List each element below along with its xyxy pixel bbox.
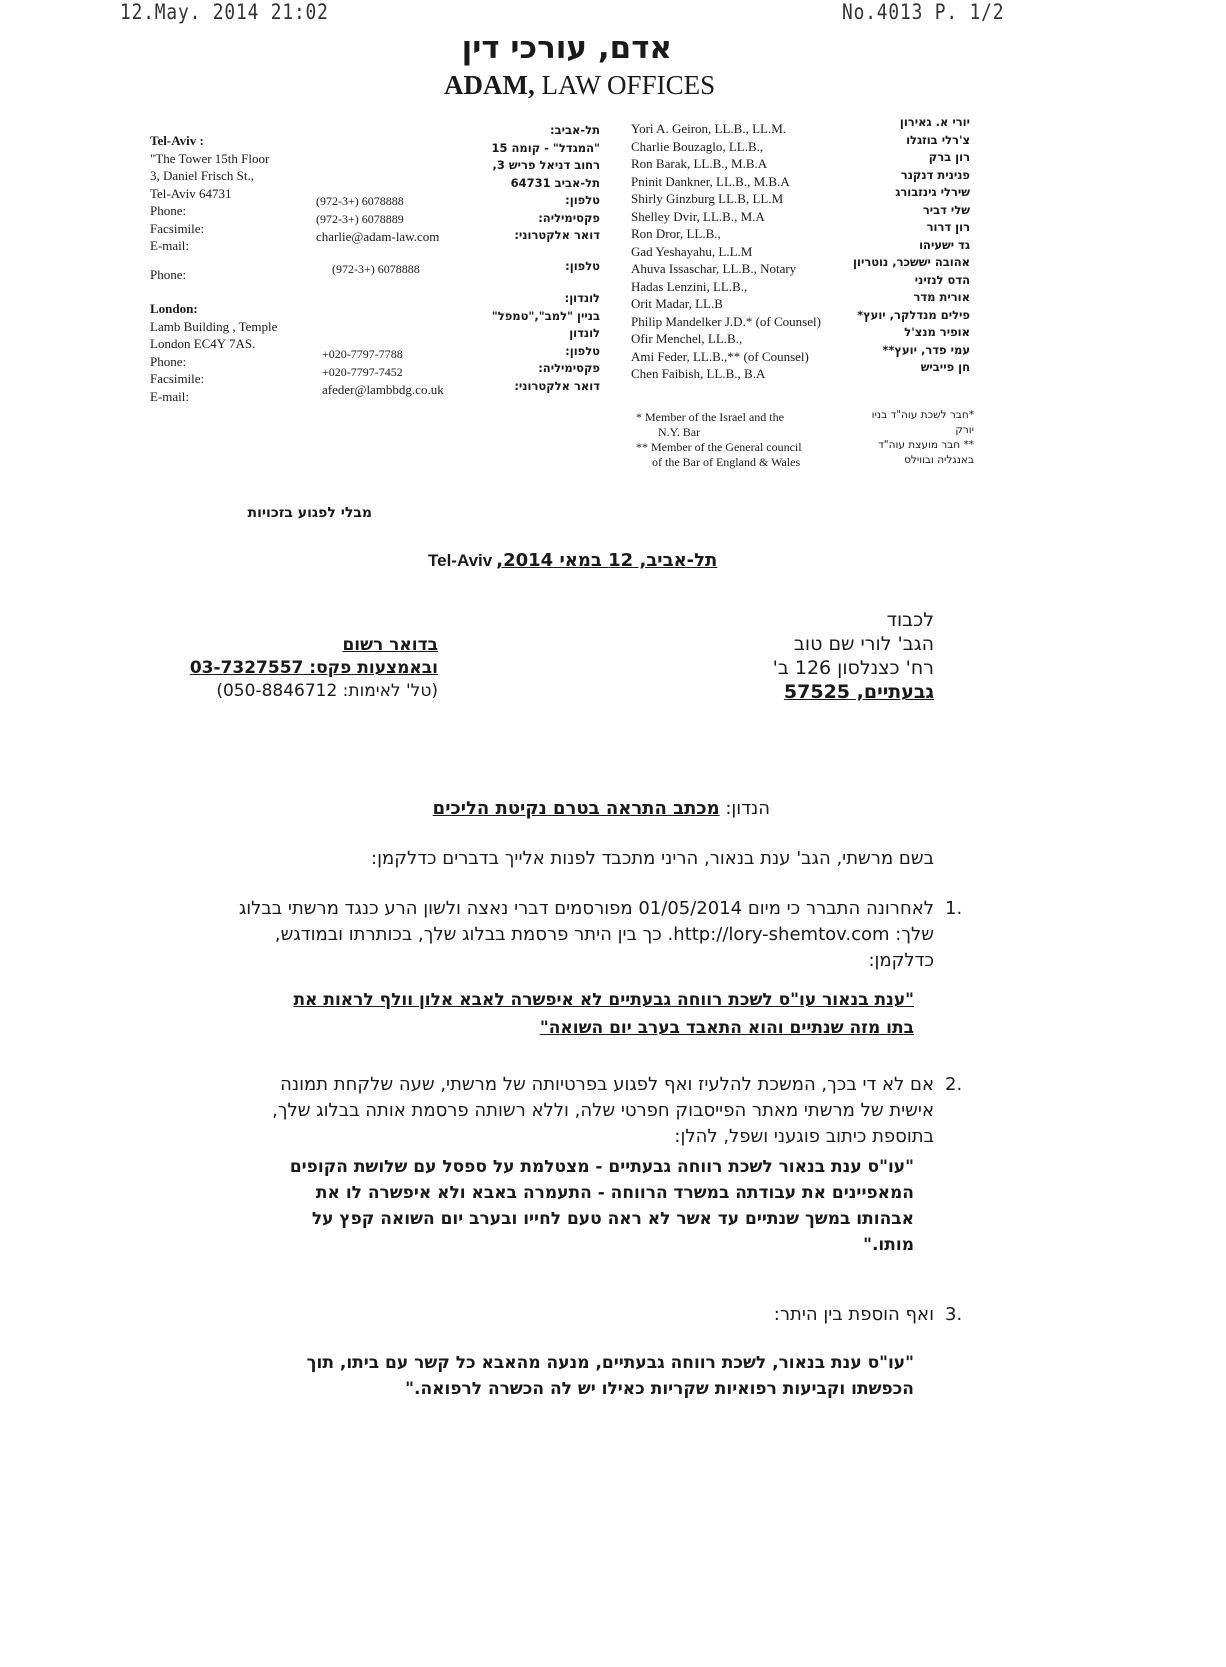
office-line: 3, Daniel Frisch St., [150, 168, 254, 183]
paragraph-line: ואף הוספת בין היתר: [773, 1304, 934, 1325]
paragraph-line: כדלקמן: [868, 950, 934, 971]
quote-3 [230, 1350, 914, 1402]
lawyer-name: Ron Dror, LL.B., [631, 226, 721, 241]
office-line: Phone: [150, 203, 187, 218]
lawyer-name: Shirly Ginzburg LL.B, LL.M [631, 191, 784, 206]
without-prejudice: מבלי לפגוע בזכויות [247, 505, 372, 521]
office-line: Facsimile: [150, 220, 205, 236]
subject-line [380, 798, 770, 819]
lawyer-name: אופיר מנצ'ל [904, 325, 970, 339]
quote-1 [230, 986, 914, 1042]
paragraph-3 [600, 1302, 934, 1328]
paragraph-line: שלך: http://lory-shemtov.com. כך בין היתר פרסמת בבלוג שלך, בכותרתו ובמודגש, [274, 924, 934, 945]
lawyer-name: רון ברק [928, 150, 970, 164]
paragraph-line: בתוספת כיתוב פוגעני ושפל, להלן: [674, 1126, 934, 1147]
office-london-en [150, 300, 277, 405]
quote-line: המאפיינים את עבודתה במשרד הרווחה - התעמרה באבא ולא איפשרה לו את [315, 1183, 914, 1203]
fax-timestamp: 12.May. 2014 21:02 [120, 0, 329, 24]
footnote-line: of the Bar of England & Wales [652, 455, 801, 469]
lawyer-name: Ami Feder, LL.B.,** (of Counsel) [631, 348, 809, 364]
lawyer-name: Hadas Lenzini, LL.B., [631, 278, 748, 294]
paragraph-line: אם לא די בכך, המשכת להלעיז ואף לפגוע בפרטיותה של מרשתי, שעה שלקחת תמונה [280, 1074, 934, 1095]
recipient-city: גבעתיים, 57525 [783, 681, 934, 703]
office-tel-aviv-en [150, 132, 269, 255]
recipient-block [760, 608, 934, 704]
lawyer-name: חן פייביש [920, 360, 970, 374]
fax-page-number: No.4013 P. 1/2 [842, 0, 1005, 24]
office-line: בניין "למב","טמפל" [491, 308, 600, 323]
firm-name-hebrew: אדם, עורכי דין [461, 30, 672, 66]
lawyer-name: Ron Barak, LL.B., M.B.A [631, 156, 768, 171]
lawyer-name: פנינית דנקנר [900, 167, 970, 182]
footnote-line: ** Member of the General council [636, 440, 802, 454]
phone-label-en: Phone: [150, 267, 187, 282]
office-line: טלפון: [565, 343, 600, 358]
lawyer-name: Orit Madar, LL.B [631, 296, 723, 311]
office-line: Tel-Aviv : [150, 133, 204, 148]
paragraph-2 [180, 1072, 934, 1150]
lawyer-name: רון דרור [926, 220, 970, 234]
lawyer-name: עמי פדר, יועץ** [882, 342, 970, 357]
office-line: לונדון [569, 326, 600, 340]
footnote-line: באנגליה ובווילס [904, 454, 974, 466]
letter-date [428, 550, 717, 571]
subject-label: הנדון: [725, 798, 770, 819]
office-line: דואר אלקטרוני: [514, 378, 600, 393]
delivery-registered-mail: בדואר רשום [342, 635, 438, 655]
contact-fax: (972-3+) 6078889 [316, 211, 404, 226]
contact-phone: (972-3+) 6078888 [316, 194, 404, 208]
paragraph-3-number: 3. [945, 1304, 963, 1325]
office-line: Phone: [150, 353, 187, 369]
lawyer-name: Shelley Dvir, LL.B., M.A [631, 208, 765, 224]
footnote-line: יורק [955, 424, 974, 436]
contact-email: afeder@lambbdg.co.uk [322, 382, 444, 397]
recipient-line: לכבוד [886, 609, 934, 631]
lawyer-name: Chen Faibish, LL.B., B.A [631, 366, 766, 381]
office-line: Lamb Building , Temple [150, 318, 278, 334]
footnote-line: N.Y. Bar [658, 425, 701, 439]
lawyer-name: שלי דביר [922, 202, 970, 217]
contacts-tel-aviv [316, 193, 439, 246]
office-line: E-mail: [150, 388, 189, 404]
date-hebrew: תל-אביב, 12 במאי 2014, [496, 550, 718, 571]
lawyer-name: Pninit Dankner, LL.B., M.B.A [631, 173, 790, 189]
contact-fax: +020-7797-7452 [322, 364, 403, 379]
quote-line: "ענת בנאור עו"ס לשכת רווחה גבעתיים לא איפשרה לאבא אלון וולף לראות את [293, 990, 914, 1010]
office-line: פקסימיליה: [538, 361, 600, 375]
paragraph-2-number: 2. [945, 1074, 963, 1095]
firm-name-english-rest: LAW OFFICES [534, 70, 716, 100]
lawyer-name: Yori A. Geiron, LL.B., LL.M. [631, 121, 787, 136]
office-line: London EC4Y 7AS. [150, 336, 256, 351]
phone-label-he: טלפון: [565, 259, 600, 273]
office-line: פקסימיליה: [538, 210, 600, 225]
lawyer-name: אהובה יששכר, נוטריון [853, 255, 970, 269]
firm-name-english [444, 70, 715, 101]
office-line: "המגדל" - קומה 15 [491, 140, 600, 155]
office-line: תל-אביב: [550, 123, 600, 137]
lawyer-name: Ahuva Issaschar, LL.B., Notary [631, 261, 797, 276]
lawyer-name: Charlie Bouzaglo, LL.B., [631, 138, 764, 154]
footnote-line: ** חבר מועצת עוה"ד [878, 439, 974, 451]
lawyer-name: גד ישעיהו [919, 237, 970, 252]
quote-line: "עו"ס ענת בנאור לשכת רווחה גבעתיים - מצטלמת על ספסל עם שלושת הקופים [289, 1157, 914, 1177]
quote-line: אבהותו במשך שנתיים עד אשר לא ראה טעם לחייו ובערב יום השואה קפץ על [311, 1209, 914, 1229]
recipient-line: רח' כצנלסון 126 ב' [772, 657, 934, 679]
delivery-verify-phone: (טל' לאימות: 050-8846712) [216, 681, 438, 701]
lawyer-name: צ'רלי בוזגלו [906, 132, 970, 147]
delivery-block [170, 634, 438, 703]
firm-name-english-bold: ADAM, [444, 70, 535, 100]
intro-paragraph: בשם מרשתי, הגב' ענת בנאור, הריני מתכבד לפנות אלייך בדברים כדלקמן: [371, 848, 934, 869]
quote-line: מותו." [863, 1235, 914, 1255]
contact-phone-2: (972-3+) 6078888 [332, 262, 420, 276]
footnotes-he [860, 408, 974, 468]
quote-line: בתו מזה שנתיים והוא התאבד בערב יום השואה" [539, 1018, 914, 1038]
subject-text: מכתב התראה בטרם נקיטת הליכים [432, 798, 720, 819]
date-city-en: Tel-Aviv [428, 551, 493, 570]
office-line: London: [150, 301, 198, 316]
contact-phone: +020-7797-7788 [322, 347, 403, 361]
paragraph-line: אישית של מרשתי מאתר הפייסבוק חפרטי שלה, וללא רשותה פרסמת אותה בבלוג שלך, [272, 1100, 934, 1121]
office-line: Facsimile: [150, 371, 205, 386]
lawyer-name: Gad Yeshayahu, L.L.M [631, 243, 753, 259]
lawyer-name: פילים מנדלקר, יועץ* [857, 307, 970, 322]
lawyer-name: יורי א. גאירון [899, 115, 970, 129]
lawyer-name: הדס לנזיני [914, 272, 970, 287]
lawyer-name: שירלי גינזבורג [895, 185, 970, 199]
contacts-london [322, 346, 444, 399]
office-line: E-mail: [150, 238, 189, 253]
contact-email: charlie@adam-law.com [316, 229, 440, 244]
paragraph-line: לאחרונה התברר כי מיום 01/05/2014 מפורסמים דברי נאצה ולשון הרע כנגד מרשתי בבלוג [238, 898, 934, 919]
office-line: לונדון: [564, 291, 600, 305]
lawyers-list-en [631, 120, 821, 383]
paragraph-1-number: 1. [945, 898, 963, 919]
quote-line: "עו"ס ענת בנאור, לשכת רווחה גבעתיים, מנעה מהאבא כל קשר עם ביתו, תוך [306, 1353, 914, 1373]
office-line: רחוב דניאל פריש 3, [492, 158, 600, 172]
office-line: דואר אלקטרוני: [514, 228, 600, 242]
recipient-line: הגב' לורי שם טוב [793, 633, 934, 655]
office-london-he [470, 290, 600, 395]
paragraph-1 [180, 896, 934, 974]
footnotes-en [636, 410, 802, 470]
footnote-line: *חבר לשכת עוה"ד בניו [871, 409, 974, 421]
office-line: טלפון: [565, 193, 600, 207]
office-line: "The Tower 15th Floor [150, 150, 270, 166]
lawyer-name: Philip Mandelker J.D.* (of Counsel) [631, 313, 821, 329]
lawyer-name: אורית מדר [913, 290, 970, 304]
office-tel-aviv-he [470, 122, 600, 245]
lawyers-list-he [830, 114, 970, 377]
quote-2 [230, 1154, 914, 1258]
office-line: Tel-Aviv 64731 [150, 185, 232, 201]
quote-line: הכפשתו וקביעות רפואיות שקריות כאילו יש לה הכשרה לרפואה." [405, 1379, 914, 1399]
lawyer-name: Ofir Menchel, LL.B., [631, 331, 743, 346]
footnote-line: * Member of the Israel and the [636, 410, 784, 424]
delivery-fax: ובאמצעות פקס: 03-7327557 [189, 658, 438, 678]
office-line: תל-אביב 64731 [510, 175, 600, 190]
